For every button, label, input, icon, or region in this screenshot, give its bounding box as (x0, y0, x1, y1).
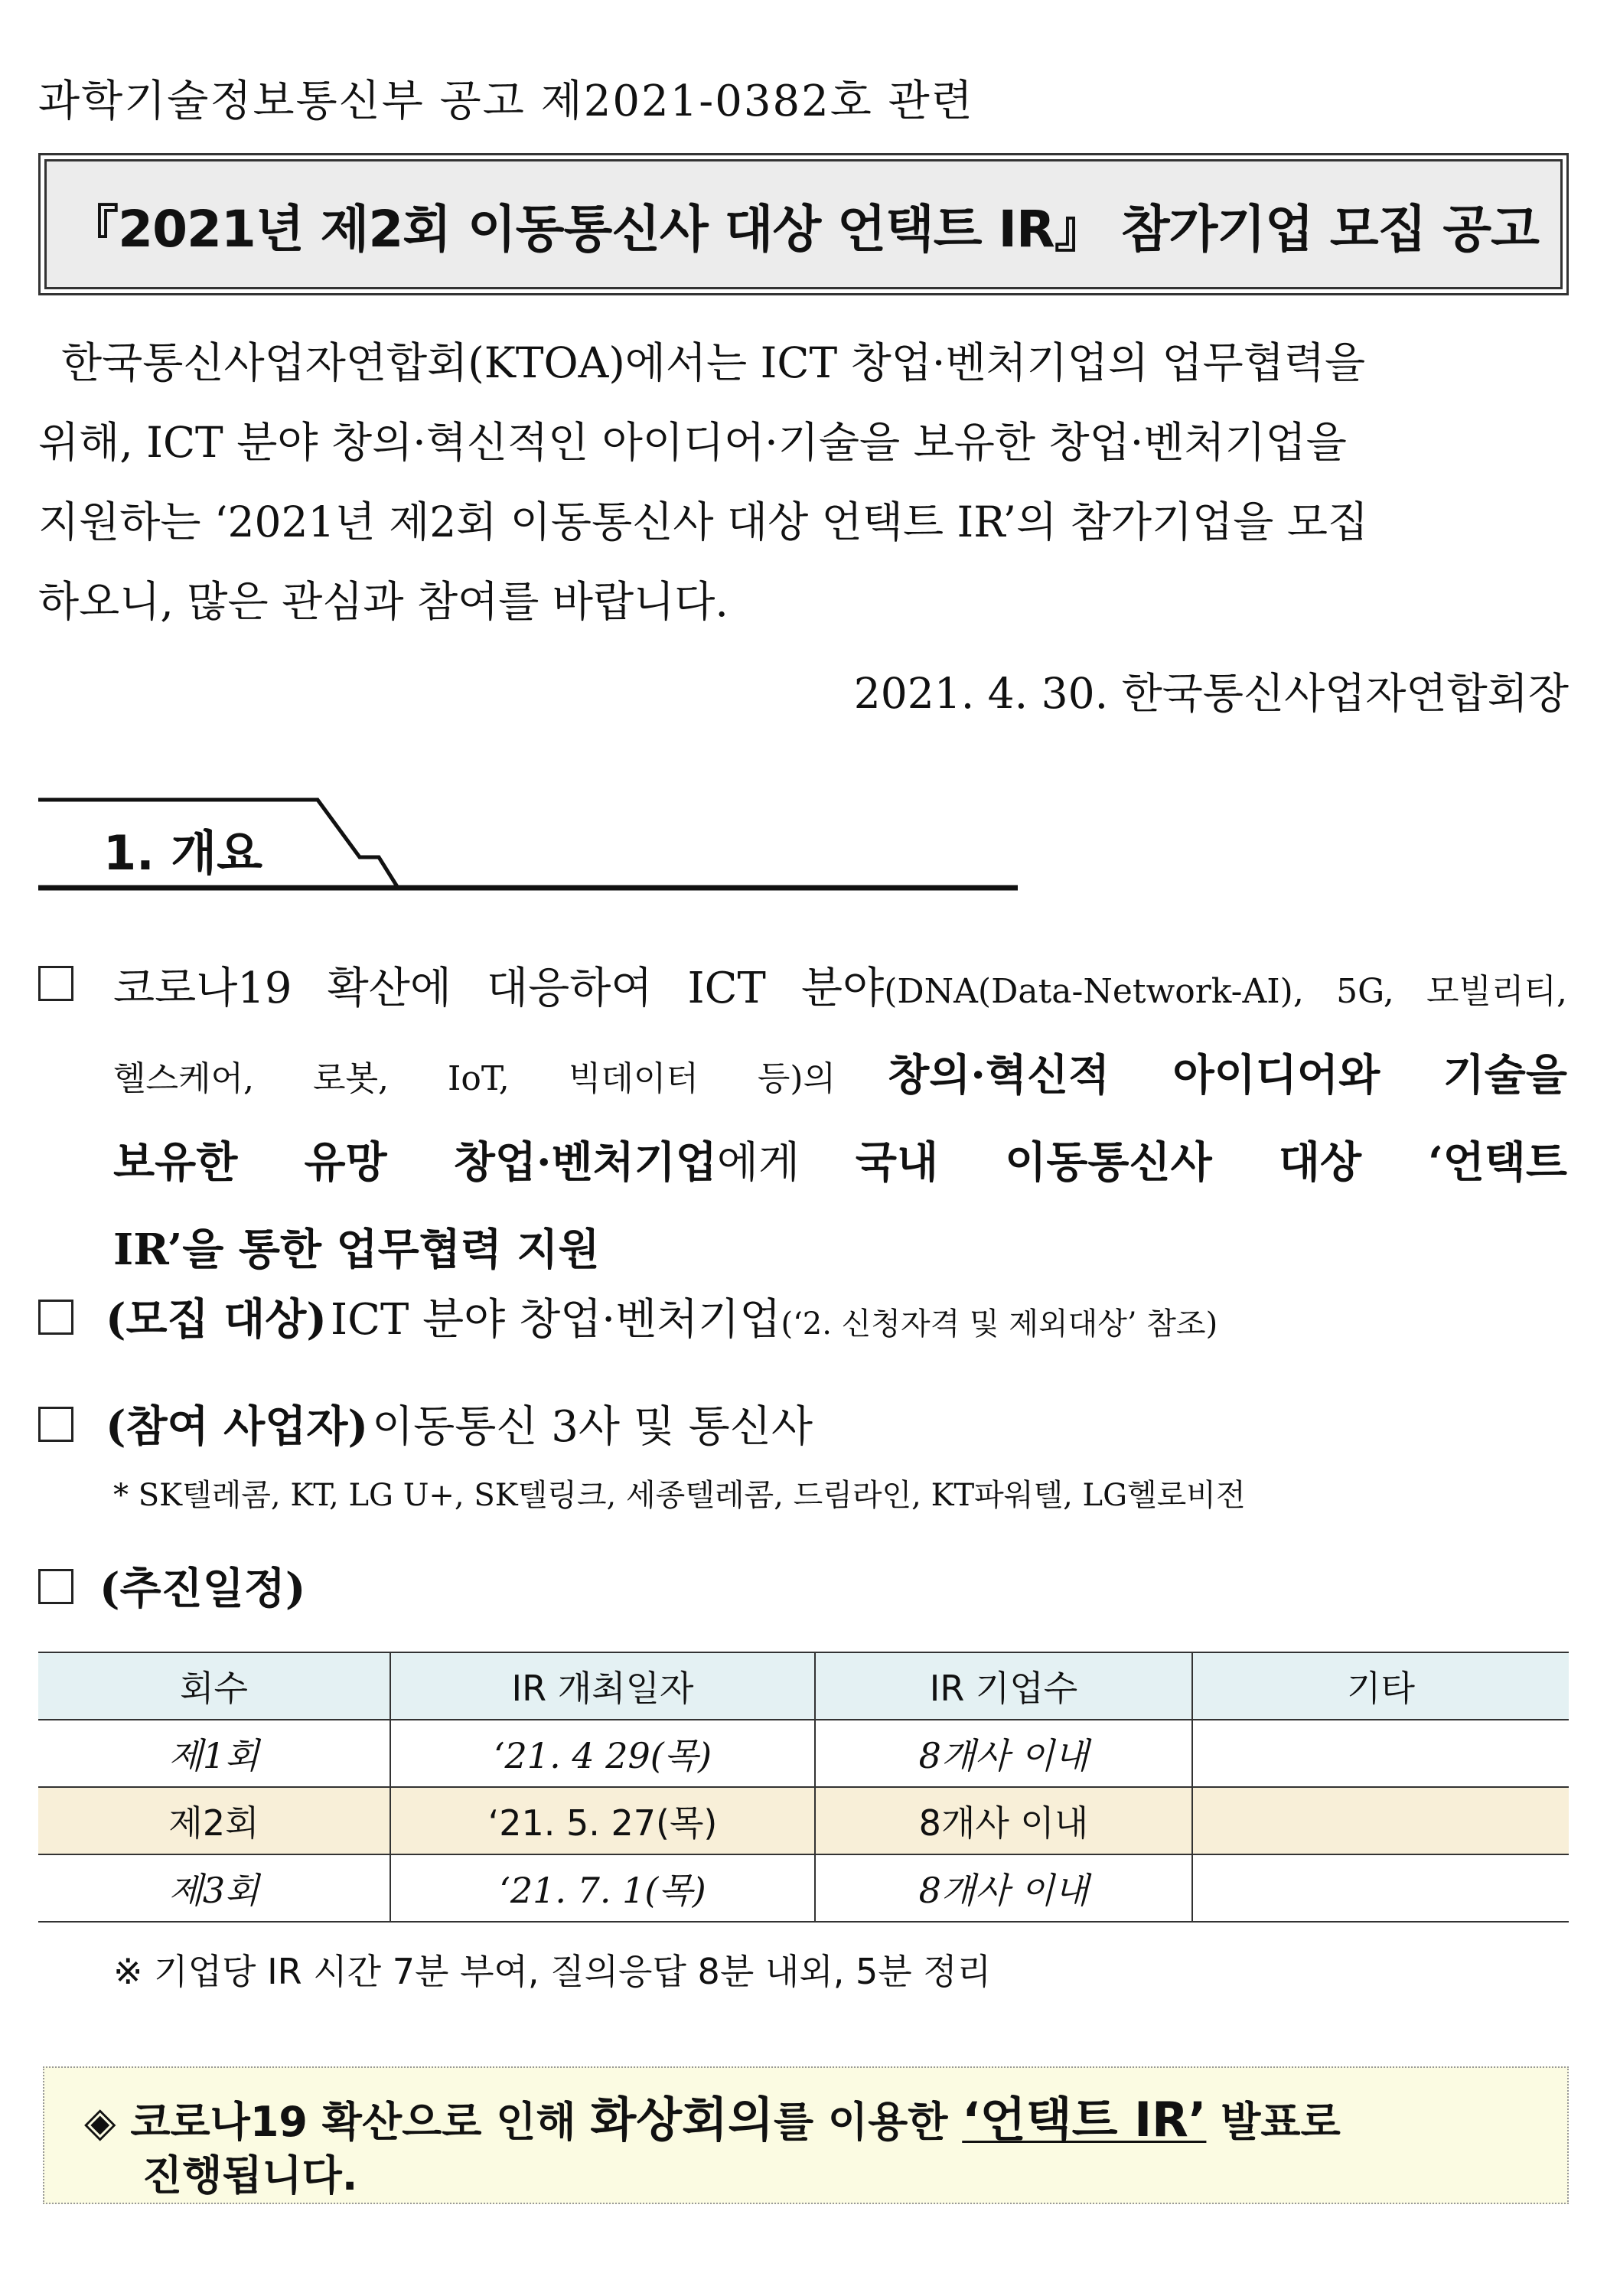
cell-etc (1192, 1720, 1569, 1787)
cell-etc (1192, 1787, 1569, 1854)
reference-line: 과학기술정보통신부 공고 제2021-0382호 관련 (38, 77, 974, 126)
intro-line-2: 위해, ICT 분야 창의·혁신적인 아이디어·기술을 보유한 창업·벤처기업을 (38, 418, 1347, 467)
date-signature: 2021. 4. 30. 한국통신사업자연합회장 (853, 669, 1569, 718)
overview-line1-main: 코로나19 확산에 대응하여 ICT 분야 (113, 964, 885, 1013)
participants-label: (참여 사업자) (106, 1401, 368, 1452)
table-row (38, 1854, 1569, 1922)
section-title: 1. 개요 (103, 825, 263, 881)
checkbox-target (38, 1300, 73, 1335)
target-text: ICT 분야 창업·벤처기업 (330, 1295, 781, 1345)
notice-part-4: ‘언택트 IR’ (962, 2092, 1207, 2148)
target-label: (모집 대상) (106, 1294, 327, 1345)
checkbox-schedule (38, 1569, 73, 1604)
cell-etc (1192, 1854, 1569, 1922)
overview-line3-plain: 에게 (716, 1138, 800, 1188)
title-box (38, 153, 1569, 295)
diamond-bullet-icon: ◈ (84, 2098, 116, 2146)
header-round: 회수 (38, 1652, 390, 1720)
intro-line-1: 한국통신사업자연합회(KTOA)에서는 ICT 창업·벤처기업의 업무협력을 (61, 338, 1366, 387)
checkbox-overview (38, 966, 73, 1001)
intro-line-4: 하오니, 많은 관심과 참여를 바랍니다. (38, 577, 729, 626)
header-date: IR 개최일자 (390, 1652, 815, 1720)
table-header-row (38, 1652, 1569, 1720)
overview-line2-note: 헬스케어, 로봇, IoT, 빅데이터 등)의 (113, 1059, 836, 1098)
overview-text (113, 951, 1567, 1299)
notice-part-5: 발표로 (1221, 2098, 1341, 2146)
target-line (106, 1286, 1217, 1347)
schedule-note: ※ 기업당 IR 시간 7분 부여, 질의응답 8분 내외, 5분 정리 (113, 1951, 992, 1992)
header-count: IR 기업수 (815, 1652, 1192, 1720)
cell-count: 8개사 이내 (815, 1787, 1192, 1854)
cell-date: ‘21. 5. 27(목) (390, 1787, 815, 1854)
cell-round: 제3회 (38, 1854, 390, 1922)
cell-round: 제1회 (38, 1720, 390, 1787)
overview-line1-note: (DNA(Data-Network-AI), 5G, 모빌리티, (884, 972, 1567, 1011)
participants-note: * SK텔레콤, KT, LG U+, SK텔링크, 세종텔레콤, 드림라인, KT파워텔, LG헬로비전 (113, 1478, 1246, 1513)
overview-line3-bold2: 국내 이동통신사 대상 ‘언택트 (855, 1137, 1568, 1188)
participants-line (106, 1393, 813, 1454)
cell-date: ‘21. 4 29(목) (390, 1720, 815, 1787)
notice-line-2: 진행됩니다. (142, 2151, 358, 2200)
title-box-inner (44, 159, 1563, 289)
page-title: 『2021년 제2회 이동통신사 대상 언택트 IR』 참가기업 모집 공고 (68, 199, 1539, 259)
checkbox-participants (38, 1407, 73, 1442)
participants-text: 이동통신 3사 및 통신사 (372, 1402, 813, 1452)
notice-part-2: 화상회의 (590, 2092, 774, 2148)
schedule-table (38, 1652, 1569, 1923)
overview-line3-bold: 보유한 유망 창업·벤처기업 (113, 1137, 717, 1188)
overview-line2-bold: 창의·혁신적 아이디어와 기술을 (888, 1050, 1567, 1101)
cell-count: 8개사 이내 (815, 1854, 1192, 1922)
cell-count: 8개사 이내 (815, 1720, 1192, 1787)
header-etc: 기타 (1192, 1652, 1569, 1720)
table-row (38, 1720, 1569, 1787)
notice-part-1: 코로나19 확산으로 인해 (130, 2098, 576, 2146)
notice-part-3: 를 이용한 (773, 2098, 948, 2146)
notice-line-1 (84, 2082, 1341, 2150)
cell-date: ‘21. 7. 1(목) (390, 1854, 815, 1922)
cell-round: 제2회 (38, 1787, 390, 1854)
overview-line4-bold: IR’을 통한 업무협력 지원 (113, 1225, 600, 1275)
schedule-label: (추진일정) (99, 1564, 306, 1614)
table-row (38, 1787, 1569, 1854)
intro-line-3: 지원하는 ‘2021년 제2회 이동통신사 대상 언택트 IR’의 참가기업을 모집 (38, 497, 1369, 546)
target-note: (‘2. 신청자격 및 제외대상’ 참조) (781, 1306, 1218, 1342)
